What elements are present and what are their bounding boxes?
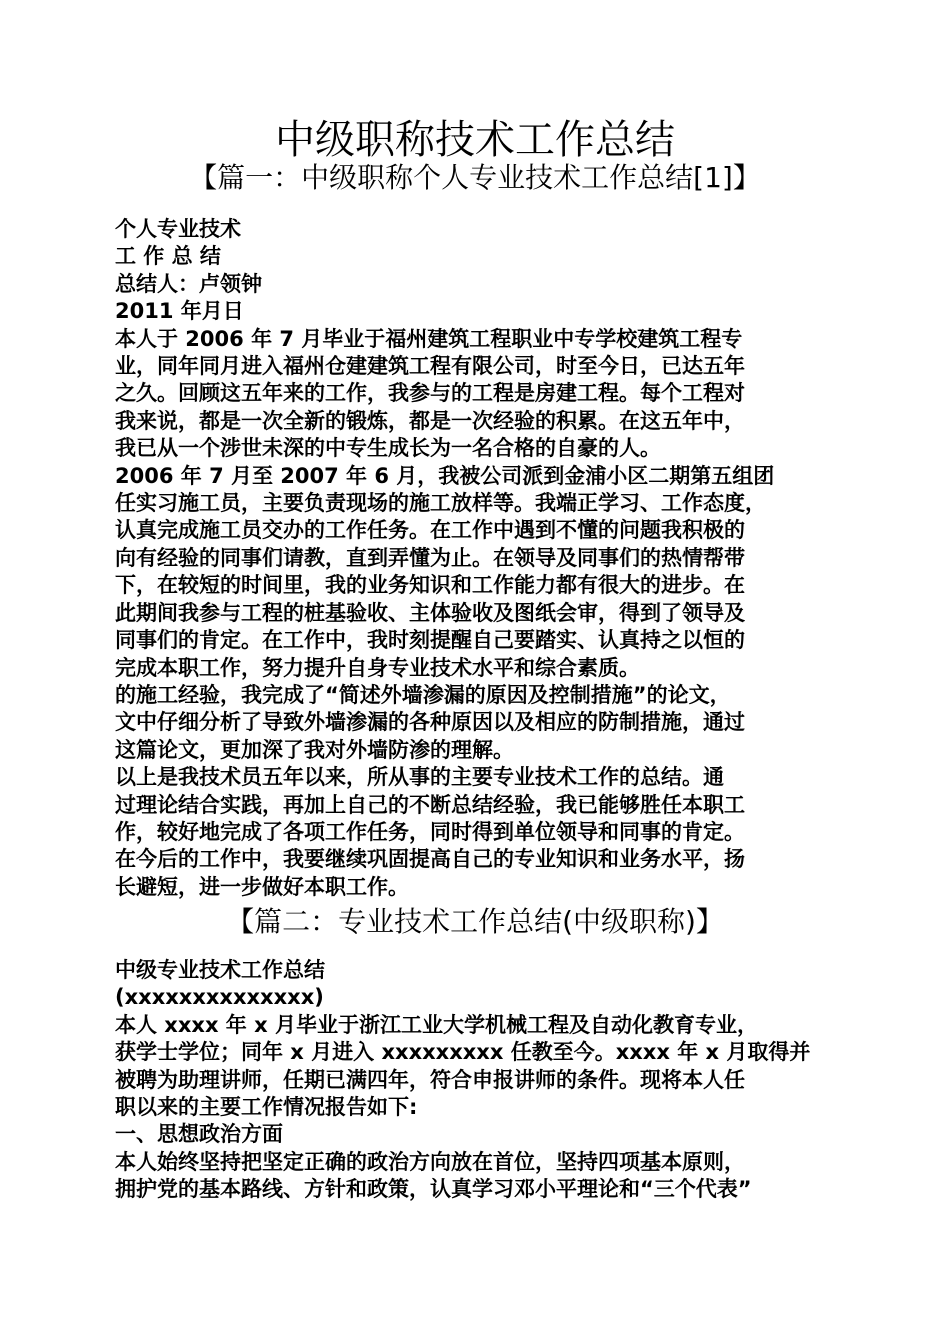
document-title: 中级职称技术工作总结: [275, 117, 675, 163]
text-line: 业，同年同月进入福州仓建建筑工程有限公司，时至今日，已达五年: [115, 354, 745, 379]
text-line: 个人专业技术: [115, 217, 241, 241]
text-line: 文中仔细分析了导致外墙渗漏的各种原因以及相应的防制措施，通过: [115, 710, 745, 735]
text-line: 职以来的主要工作情况报告如下:: [115, 1095, 418, 1120]
text-line: 中级专业技术工作总结: [115, 958, 325, 982]
text-line: 本人始终坚持把坚定正确的政治方向放在首位，坚持四项基本原则，: [115, 1149, 745, 1174]
part2-heading: 【篇二：专业技术工作总结(中级职称)】: [226, 905, 724, 938]
text-line: 在今后的工作中，我要继续巩固提高自己的专业知识和业务水平，扬: [115, 847, 745, 872]
part1-body: [115, 216, 837, 901]
text-line: 总结人：卢领钟: [115, 271, 262, 296]
text-line: 过理论结合实践，再加上自己的不断总结经验，我已能够胜任本职工: [115, 792, 745, 817]
text-line: 获学士学位；同年 x 月进入 xxxxxxxxx 任教至今。xxxx 年 x 月取得并: [115, 1040, 811, 1065]
part2-body: [115, 957, 837, 1204]
part1-heading: 【篇一：中级职称个人专业技术工作总结[1]】: [189, 161, 761, 194]
text-line: 之久。回顾这五年来的工作，我参与的工程是房建工程。每个工程对: [115, 381, 745, 406]
text-line: 2006 年 7 月至 2007 年 6 月，我被公司派到金浦小区二期第五组团: [115, 463, 775, 488]
text-line: 被聘为助理讲师，任期已满四年，符合申报讲师的条件。现将本人任: [115, 1067, 745, 1092]
text-line: (xxxxxxxxxxxxxx): [115, 985, 324, 1010]
text-line: 长避短，进一步做好本职工作。: [115, 874, 409, 899]
text-line: 的施工经验，我完成了“简述外墙渗漏的原因及控制措施”的论文，: [115, 682, 731, 707]
text-line: 我来说，都是一次全新的锻炼，都是一次经验的积累。在这五年中，: [115, 408, 745, 433]
text-line: 完成本职工作，努力提升自身专业技术水平和综合素质。: [115, 655, 640, 680]
text-line: 这篇论文，更加深了我对外墙防渗的理解。: [115, 737, 514, 762]
text-line: 工 作 总 结: [115, 244, 221, 269]
text-line: 任实习施工员，主要负责现场的施工放样等。我端正学习、工作态度，: [115, 491, 766, 516]
text-line: 下，在较短的时间里，我的业务知识和工作能力都有很大的进步。在: [115, 573, 745, 598]
text-line: 此期间我参与工程的桩基验收、主体验收及图纸会审，得到了领导及: [115, 600, 745, 625]
text-line: 本人于 2006 年 7 月毕业于福州建筑工程职业中专学校建筑工程专: [115, 326, 743, 351]
text-line: 认真完成施工员交办的工作任务。在工作中遇到不懂的问题我积极的: [115, 518, 745, 543]
text-line: 本人 xxxx 年 x 月毕业于浙江工业大学机械工程及自动化教育专业，: [115, 1012, 758, 1037]
text-line: 我已从一个涉世未深的中专生成长为一名合格的自豪的人。: [115, 436, 661, 461]
text-line: 以上是我技术员五年以来，所从事的主要专业技术工作的总结。通: [115, 765, 724, 790]
text-line: 拥护党的基本路线、方针和政策，认真学习邓小平理论和“三个代表”: [115, 1177, 752, 1202]
text-line: 2011 年月日: [115, 299, 244, 324]
text-line: 作，较好地完成了各项工作任务，同时得到单位领导和同事的肯定。: [115, 819, 745, 844]
text-line: 一、思想政治方面: [115, 1122, 283, 1147]
text-line: 向有经验的同事们请教，直到弄懂为止。在领导及同事们的热情帮带: [115, 545, 745, 570]
text-line: 同事们的肯定。在工作中，我时刻提醒自己要踏实、认真持之以恒的: [115, 628, 745, 653]
